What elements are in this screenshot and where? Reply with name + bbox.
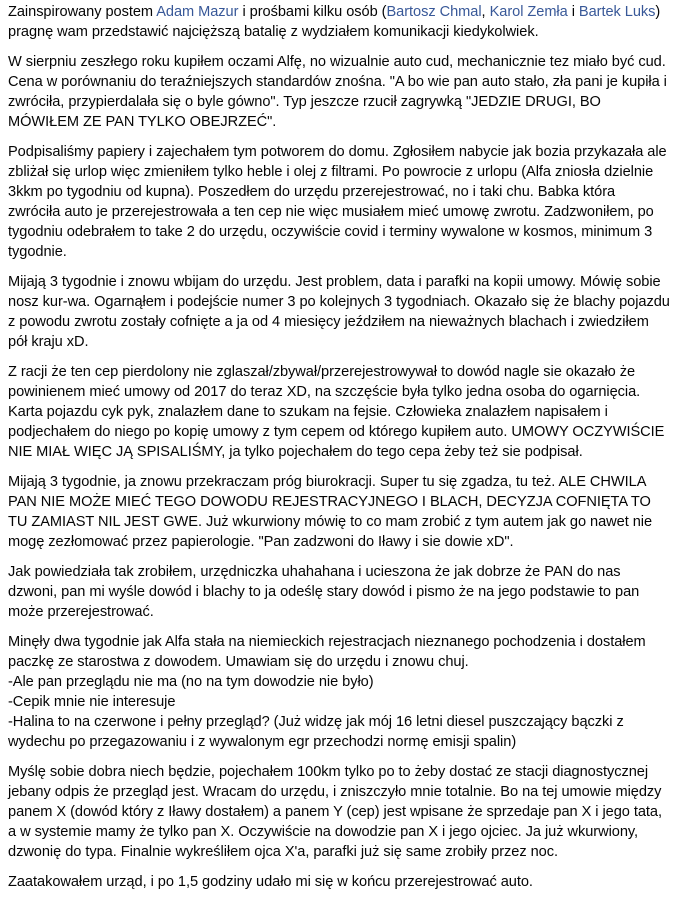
paragraph-inspection-dialog (8, 632, 671, 752)
intro-text-1: Zainspirowany postem (8, 4, 157, 20)
intro-text-4: i (567, 4, 579, 20)
paragraph-phone-call: Jak powiedziała tak zrobiłem, urzędniczka uhahahana i ucieszona że jak dobrze że PAN do nas dzwoni, pan mi wyśle dowód i blachy to ja odeślę stary dowód i pismo że na jego podstawie to pan może przerejestrować. (8, 564, 640, 620)
paragraph-contracts: Z racji że ten cep pierdolony nie zglaszał/zbywał/przerejestrowywał to dowód nagle sie okazało że powinienem mieć umowy od 2017 do teraz XD, na szczęście była tylko jedna osoba do ogarnięcia. Karta pojazdu cyk pyk, znalazłem dane to szukam na fejsie. Człowieka znalazłem napisałem i podjechałem do niego po kopię umowy z tym cepem od którego kupiłem auto. UMOWY OCZYWIŚCIE NIE MIAŁ WIĘC JĄ SPISALIŚMY, ja tylko pojechałem do tego cepa żeby też sie podpisał. (8, 364, 665, 460)
paragraph-purchase: W sierpniu zeszłego roku kupiłem oczami Alfę, no wizualnie auto cud, mechanicznie tez miało być cud. Cena w porównaniu do teraźniejszych standardów znośna. "A bo wie pan auto stało, zła pani je kupiła i zwróciła, przypierdalała się o byle gówno". Typ jeszcze rzucił zagrywką "JEDZIE DRUGI, BO MÓWIŁEM ZE PAN TYLKO OBEJRZEĆ". (8, 54, 667, 130)
paragraph-diagnostic: Myślę sobie dobra niech będzie, pojechałem 100km tylko po to żeby dostać ze stacji diagnostycznej jebany odpis że przegląd jest. Wracam do urzędu, i zniszczyło mnie totalnie. Bo na tej umowie między panem X (dowód który z Iławy dostałem) a panem Y (cep) jest wpisane że sprzedaje pan X i jego tata, a w systemie mamy że tylko pan X. Oczywiście na dowodzie pan X i jego ojciec. Ja już wkurwiony, dzwonię do typa. Finalnie wykreśliłem ojca X'a, parafki już się same zrobiły przez noc. (8, 764, 663, 860)
paragraph-closing: Zaatakowałem urząd, i po 1,5 godziny udało mi się w końcu przerejestrować auto. (8, 874, 533, 890)
dialog-line: -Cepik mnie nie interesuje (8, 694, 176, 710)
dialog-line: -Ale pan przeglądu nie ma (no na tym dowodzie nie było) (8, 674, 374, 690)
intro-paragraph (8, 2, 671, 42)
mention-bartek-luks[interactable]: Bartek Luks (578, 4, 656, 20)
mention-karol-zemla[interactable]: Karol Zemła (489, 4, 568, 20)
intro-text-2: i prośbami kilku osób ( (238, 4, 387, 20)
intro-text-3: , (481, 4, 490, 20)
mention-adam-mazur[interactable]: Adam Mazur (156, 4, 239, 20)
mention-bartosz-chmal[interactable]: Bartosz Chmal (386, 4, 482, 20)
dialog-line: -Halina to na czerwone i pełny przegląd? (Już widzę jak mój 16 letni diesel puszczający bączki z wydechu po przegazowaniu i z wywalonym egr przechodzi normę emisji spalin) (8, 714, 624, 750)
dialog-intro: Minęły dwa tygodnie jak Alfa stała na niemieckich rejestracjach nieznanego pochodzenia i dostałem paczkę ze starostwa z dowodem. Umawiam się do urzędu i znowu chuj. (8, 634, 646, 670)
paragraph-third-attempt: Mijają 3 tygodnie i znowu wbijam do urzędu. Jest problem, data i parafki na kopii umowy. Mówię sobie nosz kur-wa. Ogarnąłem i podejście numer 3 po kolejnych 3 tygodniach. Okazało się że blachy pojazdu z powodu zwrotu zostały cofnięte a ja od 4 miesięcy jeździłem na nieważnych blachach i zwiedziłem pół kraju xD. (8, 274, 670, 350)
intro-text-5: ) pragnę wam przedstawić najcięższą batalię z wydziałem komunikacji kiedykolwiek. (8, 4, 661, 40)
post-body (0, 2, 677, 914)
paragraph-registration: Podpisaliśmy papiery i zajechałem tym potworem do domu. Zgłosiłem nabycie jak bozia przykazała ale zbliżał się urlop więc zmieniłem tylko heble i olej z filtrami. Po powrocie z urlopu (Alfa zniosła dzielnie 3kkm po tygodniu od kupna). Poszedłem do urzędu przerejestrować, no i taki chu. Babka która zwróciła auto je przerejestrowała a ten cep nie więc musiałem mieć umowę zwrotu. Zadzwoniłem, po tygodniu odebrałem to take 2 do urzędu, oczywiście covid i terminy wywalone w kosmos, minimum 3 tygodnie. (8, 144, 667, 260)
paragraph-bureaucracy: Mijają 3 tygodnie, ja znowu przekraczam próg biurokracji. Super tu się zgadza, tu też. ALE CHWILA PAN NIE MOŻE MIEĆ TEGO DOWODU REJESTRACYJNEGO I BLACH, DECYZJA COFNIĘTA TO TU ZAMIAST NIL JEST GWE. Już wkurwiony mówię to co mam zrobić z tym autem jak go nawet nie mogę zezłomować przez papierologie. "Pan zadzwoni do Iławy i sie dowie xD". (8, 474, 653, 550)
